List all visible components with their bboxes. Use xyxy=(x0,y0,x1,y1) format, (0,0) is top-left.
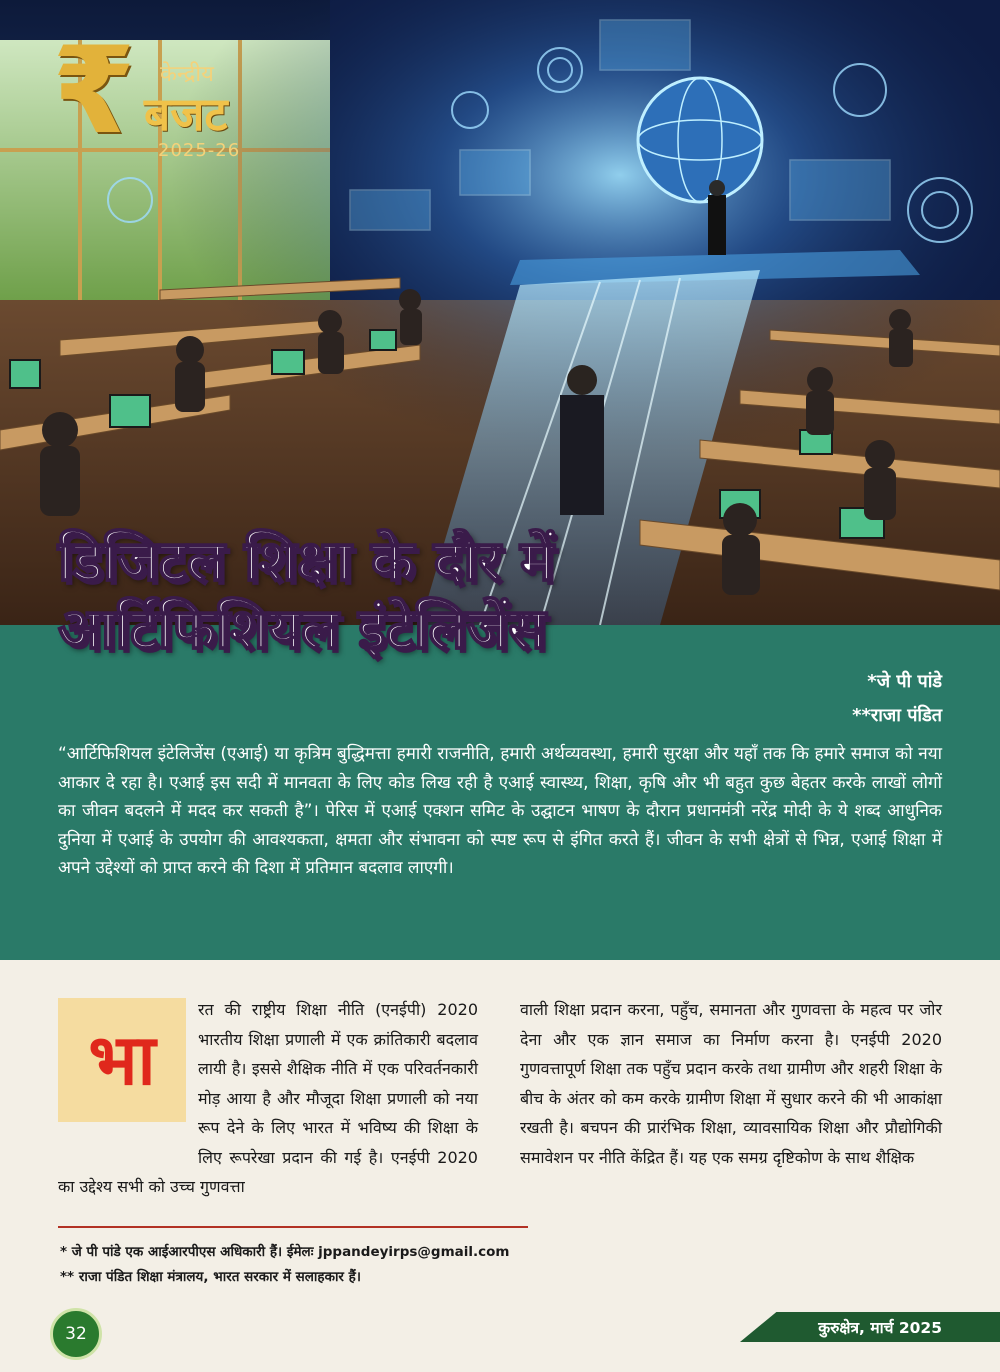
footnote-1: * जे पी पांडे एक आईआरपीएस अधिकारी हैं। ईमेलः jppandeyirps@gmail.com xyxy=(60,1244,510,1260)
publication-info: कुरुक्षेत्र, मार्च 2025 xyxy=(818,1319,942,1337)
union-budget-badge xyxy=(40,22,250,162)
dropcap: भा xyxy=(88,1019,156,1101)
badge-year: 2025-26 xyxy=(158,140,241,161)
article-title xyxy=(58,528,554,664)
badge-small-label: केन्द्रीय xyxy=(160,62,214,87)
footnote-2: ** राजा पंडित शिक्षा मंत्रालय, भारत सरकार में सलाहकार हैं। xyxy=(60,1269,361,1285)
badge-big-label: बजट xyxy=(144,87,228,141)
dropcap-box xyxy=(58,998,186,1122)
footnote-divider xyxy=(58,1226,528,1228)
rupee-icon: ₹ xyxy=(52,22,136,161)
article-title-line1: डिजिटल शिक्षा के दौर में xyxy=(58,529,554,594)
lede-paragraph: “आर्टिफिशियल इंटेलिजेंस (एआई) या कृत्रिम बुद्धिमत्ता हमारी राजनीति, हमारी अर्थव्यवस्था, हमारी सुरक्षा और यहाँ तक कि हमारे समाज को नया आकार दे रहा है। एआई इस सदी में मानवता के लिए कोड लिख रही है एआई स्वास्थ्य, शिक्षा, कृषि और भी बहुत कुछ बेहतर करके लाखों लोगों का जीवन बदलने में मदद कर सकती है”। पेरिस में एआई एक्शन समिट के उद्घाटन भाषण के दौरान प्रधानमंत्री नरेंद्र मोदी के ये शब्द आधुनिक दुनिया में एआई के उपयोग की आवश्यकता, क्षमता और संभावना को स्पष्ट रूप से इंगित करते हैं। जीवन के सभी क्षेत्रों से भिन्न, एआई शिक्षा में अपने उद्देश्यों को प्राप्त करने की दिशा में प्रतिमान बदलाव लाएगी। xyxy=(58,744,942,879)
footnotes xyxy=(60,1240,509,1290)
article-title-line2: आर्टिफिशियल इंटेलिजेंस xyxy=(58,597,546,662)
body-text-left: रत की राष्ट्रीय शिक्षा नीति (एनईपी) 2020 भारतीय शिक्षा प्रणाली में एक क्रांतिकारी बदलाव लायी है। इससे शैक्षिक नीति में एक परिवर्तनकारी मोड़ आया है और मौजूदा शिक्षा प्रणाली को नया रूप देने के लिए भारत में भविष्य की शिक्षा के लिए रूपरेखा प्रदान की गई है। एनईपी 2020 का उद्देश्य सभी को उच्च गुणवत्ता xyxy=(58,1000,478,1196)
page-number: 32 xyxy=(50,1308,102,1360)
body-text-right: वाली शिक्षा प्रदान करना, पहुँच, समानता और गुणवत्ता के महत्व पर जोर देना और एक ज्ञान समाज का निर्माण करना है। एनईपी 2020 गुणवत्तापूर्ण शिक्षा तक पहुँच प्रदान करके तथा ग्रामीण और शहरी शिक्षा के बीच के अंतर को कम करके ग्रामीण शिक्षा में सुधार करने की भी आकांक्षा रखती है। बचपन की प्रारंभिक शिक्षा, व्यावसायिक शिक्षा और प्रौद्योगिकी समावेशन पर नीति केंद्रित हैं। यह एक समग्र दृष्टिकोण के साथ शैक्षिक xyxy=(520,1000,942,1167)
author-1: *जे पी पांडे xyxy=(867,671,942,692)
body-column-right xyxy=(520,995,942,1172)
author-list xyxy=(852,665,942,733)
author-2: **राजा पंडित xyxy=(852,705,942,726)
